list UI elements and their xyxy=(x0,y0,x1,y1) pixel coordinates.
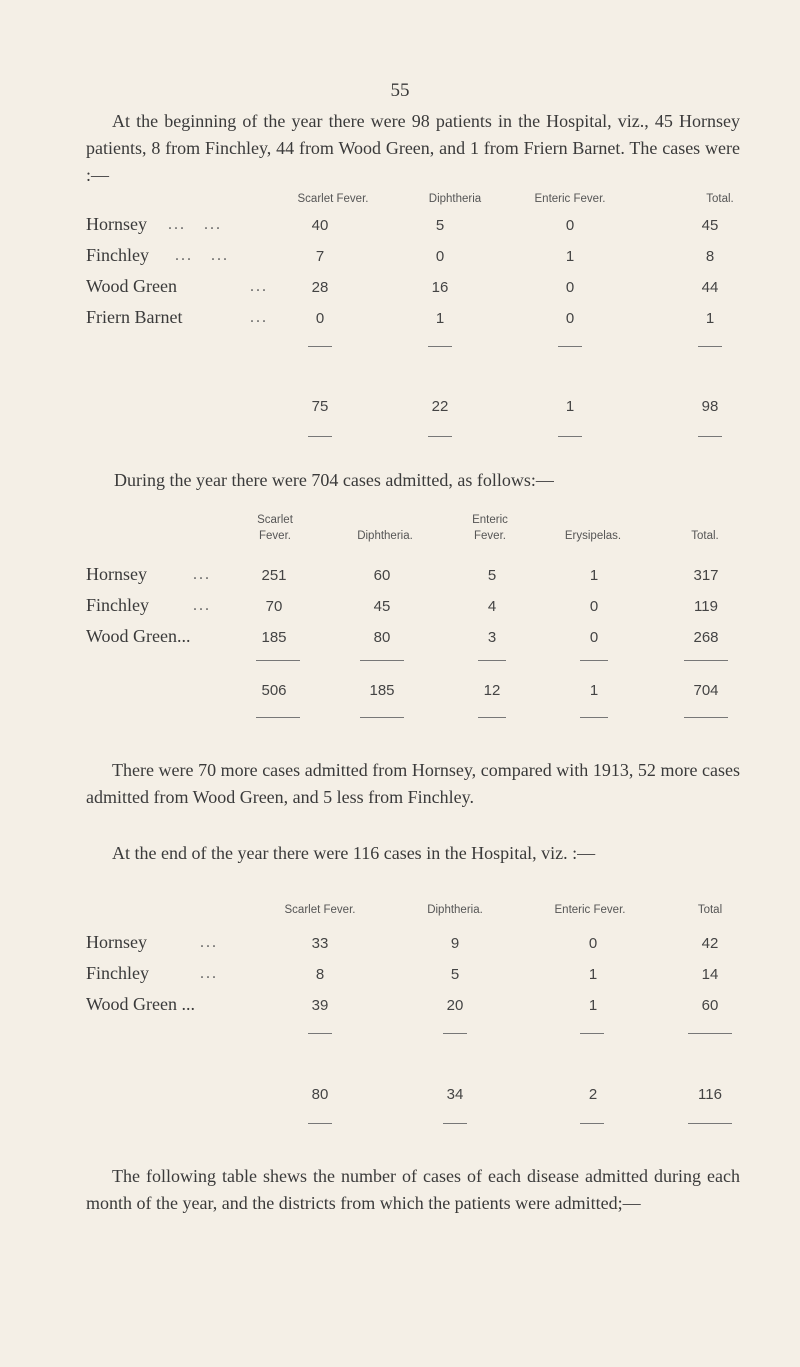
divider xyxy=(478,717,506,718)
divider xyxy=(698,346,722,347)
divider xyxy=(684,660,728,661)
cell: 185 xyxy=(261,629,287,646)
cell: 28 xyxy=(311,279,329,296)
cell: 80 xyxy=(373,629,391,646)
leader-dots: ... xyxy=(250,309,268,326)
cell: 7 xyxy=(315,248,325,265)
cell: 12 xyxy=(483,682,501,699)
divider xyxy=(478,660,506,661)
cell: 0 xyxy=(565,217,575,234)
cell: 0 xyxy=(565,310,575,327)
header-line: Fever. xyxy=(474,530,506,542)
cell: 80 xyxy=(311,1086,329,1103)
col-header-scarlet-fever: Scarlet Fever. xyxy=(297,193,369,205)
divider xyxy=(360,660,404,661)
cell: 0 xyxy=(565,279,575,296)
divider xyxy=(580,717,608,718)
cell: 33 xyxy=(311,935,329,952)
col-header-scarlet-fever xyxy=(240,512,310,544)
cell: 8 xyxy=(705,248,715,265)
leader-dots: ... xyxy=(250,278,268,295)
divider xyxy=(684,717,728,718)
col-header-enteric-fever: Enteric Fever. xyxy=(554,904,626,916)
col-header-diphtheria xyxy=(340,512,430,544)
row-label: Hornsey xyxy=(86,214,147,234)
cell: 75 xyxy=(311,398,329,415)
cell: 0 xyxy=(589,598,599,615)
header-line xyxy=(340,512,430,528)
cell: 317 xyxy=(693,567,719,584)
row-label: Finchley xyxy=(86,963,149,983)
cell: 39 xyxy=(311,997,329,1014)
cell: 98 xyxy=(701,398,719,415)
cell: 70 xyxy=(265,598,283,615)
cell: 22 xyxy=(431,398,449,415)
row-label: Wood Green... xyxy=(86,626,191,646)
paragraph-comparison: There were 70 more cases admitted from Hornsey, compared with 1913, 52 more cases admitted from Wood Green, and 5 less from Finchley. xyxy=(86,760,740,807)
cell: 60 xyxy=(701,997,719,1014)
col-header-diphtheria: Diphtheria xyxy=(428,193,482,205)
cell: 2 xyxy=(588,1086,598,1103)
divider xyxy=(580,1033,604,1034)
header-line: Scarlet xyxy=(257,514,293,526)
paragraph-monthly-table-intro: The following table shews the number of cases of each disease admitted during each month of the year, and the districts from which the patients were admitted;— xyxy=(86,1166,740,1213)
cell: 0 xyxy=(435,248,445,265)
divider xyxy=(443,1033,467,1034)
col-header-enteric-fever xyxy=(455,512,525,544)
col-header-total: Total xyxy=(697,904,723,916)
divider xyxy=(580,1123,604,1124)
divider xyxy=(360,717,404,718)
cell: 16 xyxy=(431,279,449,296)
cell: 60 xyxy=(373,567,391,584)
header-line: Enteric xyxy=(472,514,508,526)
cell: 116 xyxy=(698,1086,722,1103)
cell: 0 xyxy=(588,935,598,952)
divider xyxy=(308,1033,332,1034)
divider xyxy=(558,346,582,347)
header-line: Fever. xyxy=(259,530,291,542)
header-line xyxy=(548,512,638,528)
divider xyxy=(256,717,300,718)
col-header-enteric-fever: Enteric Fever. xyxy=(534,193,606,205)
divider xyxy=(308,436,332,437)
cell: 14 xyxy=(701,966,719,983)
leader-dots: ... ... xyxy=(168,216,222,233)
leader-dots: ... xyxy=(200,934,218,951)
header-line: Erysipelas. xyxy=(564,530,622,542)
divider xyxy=(688,1123,732,1124)
divider xyxy=(428,346,452,347)
col-header-total: Total. xyxy=(706,193,734,205)
leader-dots: ... xyxy=(193,566,211,583)
cell: 45 xyxy=(373,598,391,615)
cell: 45 xyxy=(701,217,719,234)
cell: 251 xyxy=(261,567,287,584)
cell: 3 xyxy=(487,629,497,646)
col-header-scarlet-fever: Scarlet Fever. xyxy=(284,904,356,916)
col-header-diphtheria: Diphtheria. xyxy=(427,904,483,916)
cell: 5 xyxy=(487,567,497,584)
row-label: Hornsey xyxy=(86,932,147,952)
header-line xyxy=(670,512,740,528)
divider xyxy=(256,660,300,661)
cell: 1 xyxy=(565,398,575,415)
divider xyxy=(428,436,452,437)
row-label: Finchley xyxy=(86,245,149,265)
header-line: Diphtheria. xyxy=(357,530,413,542)
leader-dots: ... xyxy=(193,597,211,614)
divider xyxy=(698,436,722,437)
cell: 5 xyxy=(450,966,460,983)
cell: 40 xyxy=(311,217,329,234)
row-label: Wood Green xyxy=(86,276,178,296)
cell: 20 xyxy=(446,997,464,1014)
divider xyxy=(558,436,582,437)
cell: 704 xyxy=(693,682,719,699)
cell: 506 xyxy=(261,682,287,699)
cell: 185 xyxy=(369,682,395,699)
paragraph-opening: At the beginning of the year there were 98 patients in the Hospital, viz., 45 Hornsey patients, 8 from Finchley, 44 from Wood Green, and 1 from Friern Barnet. The cases were :— xyxy=(86,111,740,185)
cell: 42 xyxy=(701,935,719,952)
cell: 1 xyxy=(705,310,715,327)
row-label: Friern Barnet xyxy=(86,307,183,327)
cell: 1 xyxy=(565,248,575,265)
cell: 34 xyxy=(446,1086,464,1103)
paragraph-end-of-year: At the end of the year there were 116 cases in the Hospital, viz. :— xyxy=(112,843,596,863)
cell: 1 xyxy=(588,966,598,983)
row-label: Hornsey xyxy=(86,564,147,584)
cell: 9 xyxy=(450,935,460,952)
cell: 44 xyxy=(701,279,719,296)
cell: 8 xyxy=(315,966,325,983)
divider xyxy=(443,1123,467,1124)
divider xyxy=(308,346,332,347)
leader-dots: ... xyxy=(200,965,218,982)
paragraph-admissions: During the year there were 704 cases admitted, as follows:— xyxy=(114,470,554,490)
cell: 1 xyxy=(589,682,599,699)
row-label: Wood Green ... xyxy=(86,994,196,1014)
leader-dots: ... ... xyxy=(175,247,229,264)
divider xyxy=(580,660,608,661)
col-header-total xyxy=(670,512,740,544)
cell: 4 xyxy=(487,598,497,615)
page-number: 55 xyxy=(390,80,410,101)
header-line: Total. xyxy=(691,530,719,542)
cell: 0 xyxy=(315,310,325,327)
cell: 268 xyxy=(693,629,719,646)
row-label: Finchley xyxy=(86,595,149,615)
divider xyxy=(688,1033,732,1034)
cell: 1 xyxy=(588,997,598,1014)
col-header-erysipelas xyxy=(548,512,638,544)
cell: 1 xyxy=(435,310,445,327)
cell: 5 xyxy=(435,217,445,234)
cell: 119 xyxy=(694,598,718,615)
cell: 0 xyxy=(589,629,599,646)
divider xyxy=(308,1123,332,1124)
cell: 1 xyxy=(589,567,599,584)
